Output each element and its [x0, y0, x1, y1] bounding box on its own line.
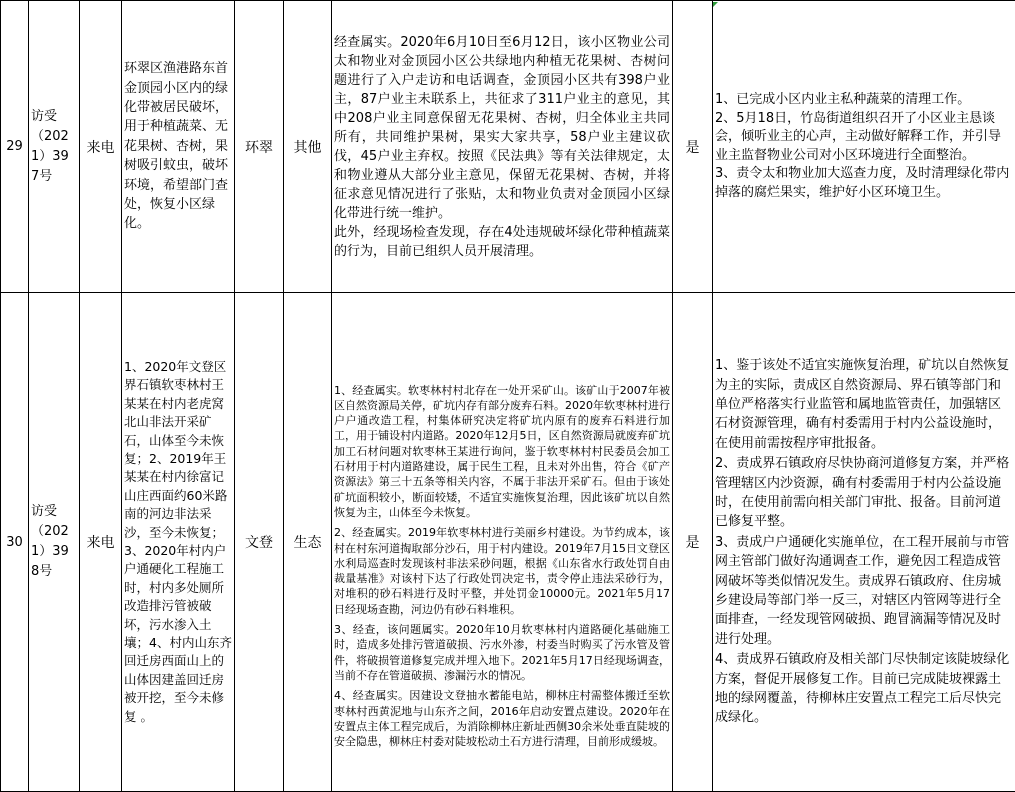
table-row — [1, 293, 1015, 792]
result-paragraph: 4、经查属实。因建设文登抽水蓄能电站，柳林庄村需整体搬迁至软枣林村西黄泥地与山东齐之间，2016年启动安置点建设。2020年在安置点主体工程完成后，为消除柳林庄新址西侧30余米处垂直陡坡的安全隐患，柳林庄村委对陡坡松动土石方进行清理，目前形成缓坡。 — [334, 688, 670, 749]
is-true-flag: 是 — [673, 293, 713, 792]
category: 其他 — [284, 1, 332, 293]
rectification-measures — [713, 1, 1015, 293]
measure-item: 1、已完成小区内业主私种蔬菜的清理工作。 — [715, 91, 1013, 110]
is-true-flag: 是 — [673, 1, 713, 293]
measure-item: 2、责成界石镇政府尽快协商河道修复方案，并严格管理辖区内沙资源，确有村委需用于村内公益设施时，在使用前需向相关部门审批、报备。目前河道已修复平整。 — [715, 454, 1013, 532]
complaint-description: 环翠区渔港路东首金顶园小区内的绿化带被居民破坏，用于种植蔬菜、无花果树、杏树，果树吸引蚊虫，破坏环境，希望部门查处，恢复小区绿化。 — [122, 1, 235, 293]
district: 文登 — [235, 293, 284, 792]
source-type: 来电 — [80, 1, 122, 293]
row-index: 30 — [1, 293, 29, 792]
result-paragraph: 3、经查，该问题属实。2020年10月软枣林村内道路硬化基础施工时，造成多处排污管道破损、污水外渗，村委当时购买了污水管及管件，将破损管道修复完成并埋入地下。2021年5月17日经现场调查，当前不存在管道破损、渗漏污水的情况。 — [334, 622, 670, 683]
measure-item: 2、5月18日，竹岛街道组织召开了小区业主恳谈会，倾听业主的心声，主动做好解释工作，并引导业主监督物业公司对小区环境进行全面整治。 — [715, 110, 1013, 166]
measure-item: 4、责成界石镇政府及相关部门尽快制定该陡坡绿化方案，督促开展修复工作。目前已完成陡坡裸露土地的绿网覆盖，待柳林庄安置点工程完工后尽快完成绿化。 — [715, 650, 1013, 728]
table-row — [1, 1, 1015, 293]
result-paragraph: 经查属实。2020年6月10日至6月12日，该小区物业公司太和物业对金顶园小区公共绿地内种植无花果树、杏树问题进行了入户走访和电话调查，金顶园小区共有398户业主，87户业主未联系上，共征求了311户业主的意见，其中208户业主同意保留无花果树、杏树，归全体业主共同所有，共同维护果树，果实大家共享，58户业主建议砍伐，45户业主弃权。按照《民法典》等有关法律规定，太和物业遵从大部分业主意见，保留无花果树、杏树，并将征求意见情况进行了张贴，太和物业负责对金顶园小区绿化带进行统一维护。 — [334, 33, 670, 223]
category: 生态 — [284, 293, 332, 792]
investigation-result — [332, 293, 673, 792]
measure-item: 3、责成户户通硬化实施单位，在工程开展前与市管网主管部门做好沟通调查工作，避免因工程造成管网破坏等类似情况发生。责成界石镇政府、住房城乡建设局等部门举一反三，对辖区内管网等进行全面排查，一经发现管网破损、跑冒滴漏等情况及时进行处理。 — [715, 533, 1013, 649]
case-number: 访受（2021）398号 — [29, 293, 80, 792]
result-paragraph: 2、经查属实。2019年软枣林村进行美丽乡村建设。为节约成本，该村在村东河道掏取部分沙石，用于村内建设。2019年7月15日文登区水利局巡查时发现该村非法采砂问题，根据《山东省水行政处罚自由裁量基准》对该村下达了行政处罚决定书，责令停止违法采砂行为，对堆积的砂石料进行及时平整，并处罚金10000元。2021年5月17日经现场查勘，河边仍有砂石料堆积。 — [334, 525, 670, 617]
measure-item: 3、责令太和物业加大巡查力度，及时清理绿化带内掉落的腐烂果实，维护好小区环境卫生。 — [715, 165, 1013, 202]
rectification-measures — [713, 293, 1015, 792]
result-paragraph: 1、经查属实。软枣林村村北存在一处开采矿山。该矿山于2007年被区自然资源局关停，矿坑内存有部分废弃石料。2020年软枣林村进行户户通改造工程，村集体研究决定将矿坑内原有的废弃石料进行加工，用于铺设村内道路。2020年12月5日，区自然资源局就废弃矿坑加工石材问题对软枣林王某进行询问，鉴于软枣林村村民委员会加工石材用于村内道路建设，属于民生工程，且未对外出售，符合《矿产资源法》第三十五条等相关内容，不属于非法开采矿石。但由于该处矿坑面积较小，断面较矮，不适宜实施恢复治理，因此该矿坑以自然恢复为主，山体至今未恢复。 — [334, 383, 670, 521]
case-number: 访受（2021）397号 — [29, 1, 80, 293]
result-paragraph: 此外，经现场检查发现，存在4处违规破坏绿化带种植蔬菜的行为，目前已组织人员开展清理。 — [334, 223, 670, 261]
complaint-description: 1、2020年文登区界石镇软枣林村王某某在村内老虎窝北山非法开采矿石，山体至今未恢复；2、2019年王某某在村内徐富记山庄西面约60米路南的河边非法采沙，至今未恢复；3、2020年村内户户通硬化工程施工时，村内多处厕所改造排污管被破坏，污水渗入土壤；4、村内山东齐回迁房西面山上的山体因建盖回迁房被开挖，至今未修复 。 — [122, 293, 235, 792]
row-index: 29 — [1, 1, 29, 293]
investigation-result — [332, 1, 673, 293]
source-type: 来电 — [80, 293, 122, 792]
district: 环翠 — [235, 1, 284, 293]
cell-comment-marker — [713, 2, 718, 7]
measure-item: 1、鉴于该处不适宜实施恢复治理，矿坑以自然恢复为主的实际，责成区自然资源局、界石镇等部门和单位严格落实行业监管和属地监管责任，加强辖区石材资源管理，确有村委需用于村内公益设施时，在使用前需按程序审批报备。 — [715, 356, 1013, 453]
